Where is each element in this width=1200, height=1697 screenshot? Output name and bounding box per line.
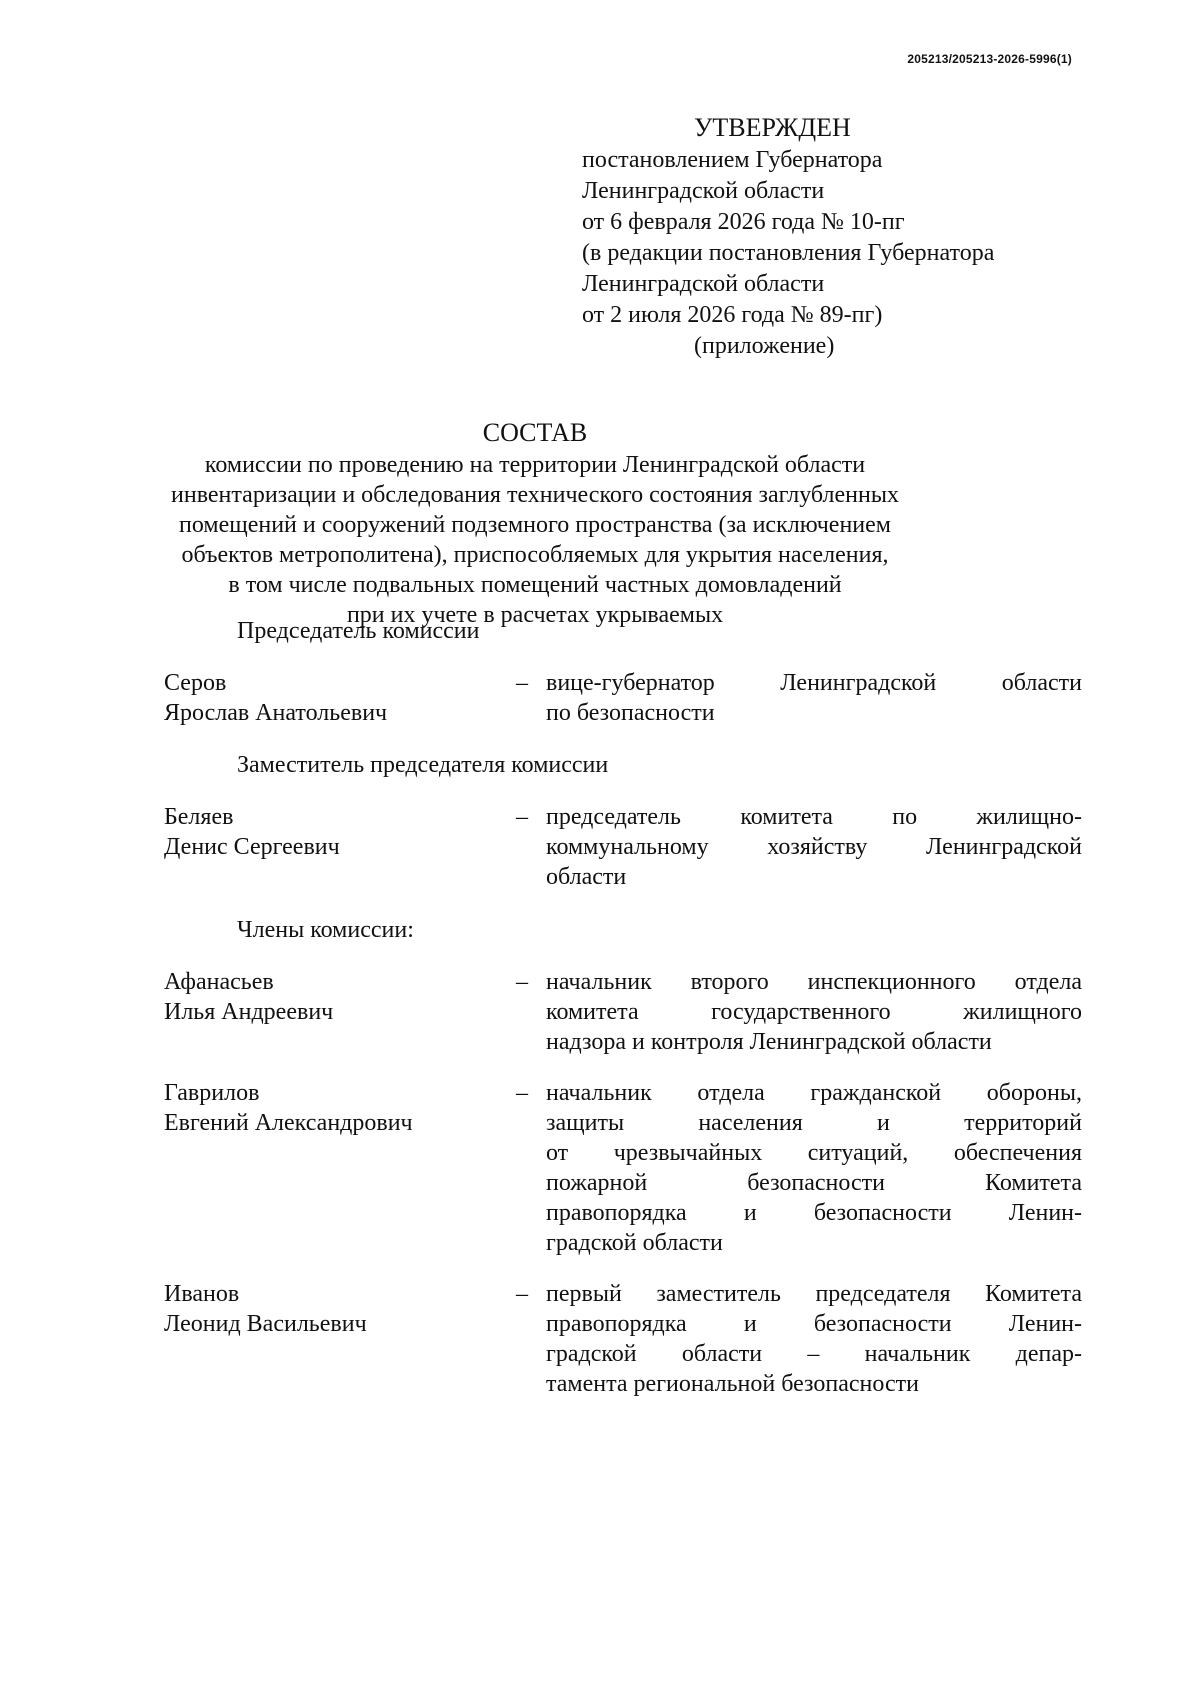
member-surname: Афанасьев xyxy=(164,969,274,995)
position-line: области xyxy=(546,864,627,890)
approval-line: постановлением Губернатора xyxy=(582,147,883,173)
member-dash: – xyxy=(516,969,528,995)
member-name xyxy=(164,802,504,862)
member-given-names: Илья Андреевич xyxy=(164,999,334,1025)
member-position xyxy=(546,668,1082,728)
position-line: тамента региональной безопасности xyxy=(546,1371,919,1397)
document-subtitle-line: помещений и сооружений подземного пространства (за исключением xyxy=(179,512,891,538)
approval-line: от 6 февраля 2026 года № 10-пг xyxy=(582,209,905,235)
member-given-names: Леонид Васильевич xyxy=(164,1311,367,1337)
position-line: градской области – начальник депар- xyxy=(546,1341,1082,1367)
position-line: от чрезвычайных ситуаций, обеспечения xyxy=(546,1140,1082,1166)
member-position xyxy=(546,967,1082,1057)
member-given-names: Денис Сергеевич xyxy=(164,834,340,860)
document-subtitle-line: при их учете в расчетах укрываемых xyxy=(346,602,724,628)
position-line: правопорядка и безопасности Ленин- xyxy=(546,1311,1082,1337)
member-dash: – xyxy=(516,1281,528,1307)
member-dash: – xyxy=(516,1080,528,1106)
position-line: защиты населения и территорий xyxy=(546,1110,1082,1136)
approval-line: (в редакции постановления Губернатора xyxy=(582,240,995,266)
position-line: комитета государственного жилищного xyxy=(546,999,1082,1025)
member-given-names: Ярослав Анатольевич xyxy=(164,700,388,726)
member-name xyxy=(164,1279,504,1339)
section-heading-chair: Председатель комиссии xyxy=(237,618,480,644)
section-heading-members: Члены комиссии: xyxy=(237,917,414,943)
member-given-names: Евгений Александрович xyxy=(164,1110,413,1136)
document-title-block xyxy=(130,418,940,630)
position-line: вице-губернатор Ленинградской области xyxy=(546,670,1082,696)
document-subtitle-line: инвентаризации и обследования технического состояния заглубленных xyxy=(171,482,899,508)
document-subtitle-line: комиссии по проведению на территории Ленинградской области xyxy=(204,452,866,478)
approval-appendix: (приложение) xyxy=(694,333,835,359)
document-subtitle-line: объектов метрополитена), приспособляемых для укрытия населения, xyxy=(181,542,889,568)
member-position xyxy=(546,1078,1082,1258)
section-heading-deputy: Заместитель председателя комиссии xyxy=(237,752,609,778)
position-line: градской области xyxy=(546,1230,723,1256)
position-line: первый заместитель председателя Комитета xyxy=(546,1281,1082,1307)
member-position xyxy=(546,1279,1082,1399)
approval-line: от 2 июля 2026 года № 89-пг) xyxy=(582,302,883,328)
approval-line: Ленинградской области xyxy=(582,178,825,204)
position-line: начальник отдела гражданской обороны, xyxy=(546,1080,1082,1106)
registration-number: 205213/205213-2026-5996(1) xyxy=(907,52,1072,66)
approval-title: УТВЕРЖДЕН xyxy=(694,113,851,142)
position-line: надзора и контроля Ленинградской области xyxy=(546,1029,992,1055)
position-line: председатель комитета по жилищно- xyxy=(546,804,1082,830)
member-surname: Иванов xyxy=(164,1281,240,1307)
member-name xyxy=(164,1078,504,1138)
member-surname: Серов xyxy=(164,670,227,696)
member-surname: Гаврилов xyxy=(164,1080,260,1106)
position-line: правопорядка и безопасности Ленин- xyxy=(546,1200,1082,1226)
member-position xyxy=(546,802,1082,892)
member-surname: Беляев xyxy=(164,804,234,830)
position-line: пожарной безопасности Комитета xyxy=(546,1170,1082,1196)
document-title: СОСТАВ xyxy=(482,418,588,447)
approval-line: Ленинградской области xyxy=(582,271,825,297)
document-subtitle-line: в том числе подвальных помещений частных домовладений xyxy=(228,572,842,598)
member-name xyxy=(164,967,504,1027)
position-line: по безопасности xyxy=(546,700,715,726)
member-dash: – xyxy=(516,804,528,830)
member-dash: – xyxy=(516,670,528,696)
position-line: начальник второго инспекционного отдела xyxy=(546,969,1082,995)
member-name xyxy=(164,668,504,728)
approval-stamp xyxy=(582,112,1102,362)
position-line: коммунальному хозяйству Ленинградской xyxy=(546,834,1082,860)
